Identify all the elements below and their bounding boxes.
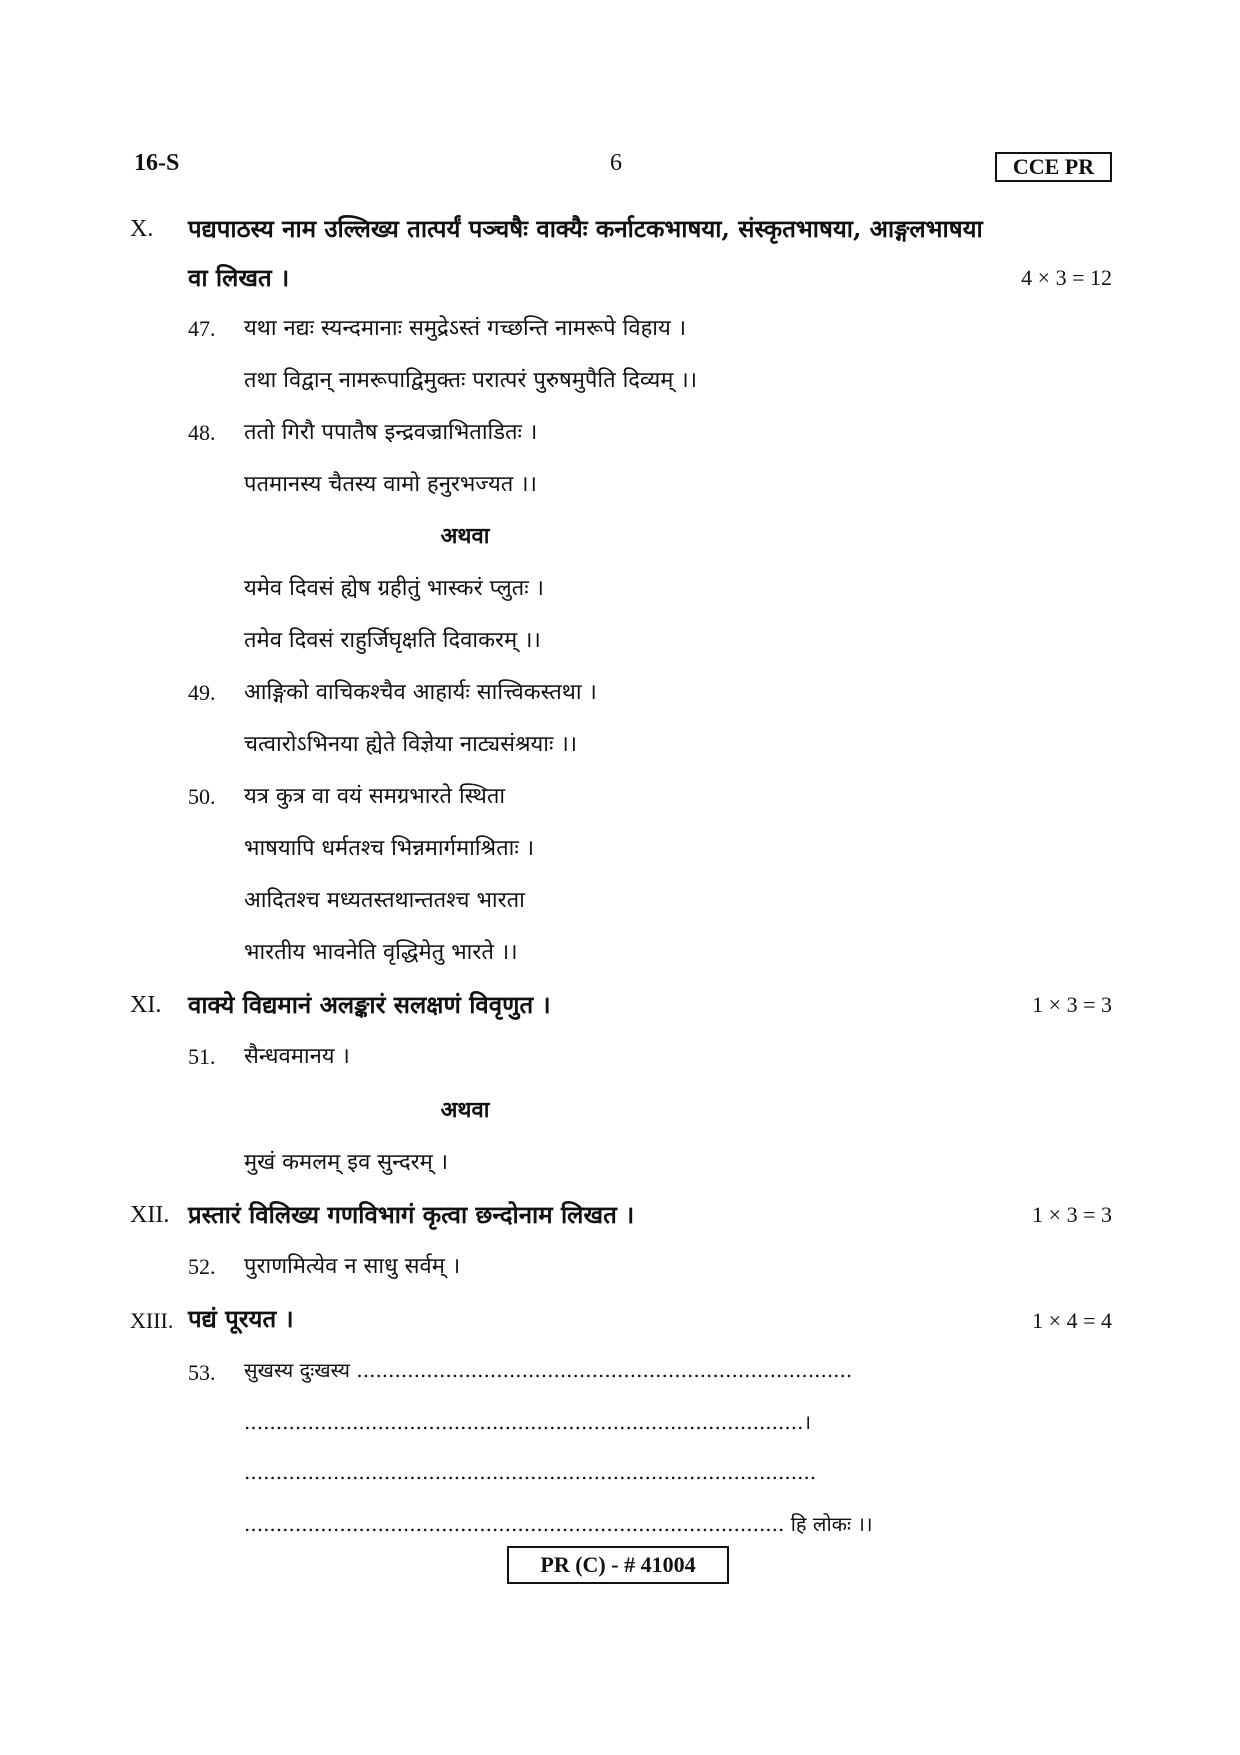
cce-pr-box: CCE PR	[995, 152, 1112, 182]
paper-code: 16-S	[134, 150, 180, 176]
question-49-line1: आङ्गिको वाचिकश्चैव आहार्यः सात्त्विकस्तथा ।	[244, 680, 597, 705]
question-51b-line1: मुखं कमलम् इव सुन्दरम् ।	[244, 1150, 449, 1175]
section-xiii-marks: 1 × 4 = 4	[1032, 1308, 1112, 1333]
section-x-marks: 4 × 3 = 12	[1021, 265, 1112, 290]
athava-heading-2: अथवा	[440, 1097, 490, 1123]
section-x-number: X.	[130, 216, 154, 242]
section-xii-marks: 1 × 3 = 3	[1032, 1202, 1112, 1227]
question-49-number: 49.	[188, 680, 216, 705]
question-52-line1: पुराणमित्येव न साधु सर्वम् ।	[244, 1254, 461, 1279]
section-xiii-title: पद्यं पूरयत ।	[188, 1304, 294, 1333]
page-number: 6	[610, 150, 622, 176]
question-48b-line2: तमेव दिवसं राहुर्जिघृक्षति दिवाकरम् ।।	[244, 628, 541, 653]
question-53-line4: ..................................................................................... हि लोकः ।।	[244, 1512, 873, 1536]
question-49-line2: चत्वारोऽभिनया ह्येते विज्ञेया नाट्यसंश्रयाः ।।	[244, 732, 578, 757]
question-47-number: 47.	[188, 316, 216, 341]
section-xii-number: XII.	[130, 1202, 170, 1228]
question-52-number: 52.	[188, 1254, 216, 1279]
section-xiii-number: XIII.	[130, 1308, 174, 1333]
question-48-line2: पतमानस्य चैतस्य वामो हनुरभज्यत ।।	[244, 472, 537, 497]
footer-code-box: PR (C) - # 41004	[507, 1546, 729, 1584]
section-xii-title: प्रस्तारं विलिख्य गणविभागं कृत्वा छन्दोनाम लिखत ।	[188, 1200, 635, 1229]
question-53-line3: ..........................................................................................	[244, 1460, 817, 1484]
section-x-title-line1: पद्यपाठस्य नाम उल्लिख्य तात्पर्यं पञ्चषैः वाक्यैः कर्नाटकभाषया, संस्कृतभाषया, आङ्गलभाषया	[188, 214, 983, 243]
question-50-line3: आदितश्च मध्यतस्तथान्ततश्च भारता	[244, 888, 525, 913]
section-x-title-line2: वा लिखत ।	[188, 263, 290, 292]
question-47-line1: यथा नद्यः स्यन्दमानाः समुद्रेऽस्तं गच्छन्ति नामरूपे विहाय ।	[244, 316, 687, 341]
question-48-number: 48.	[188, 420, 216, 445]
question-50-line2: भाषयापि धर्मतश्च भिन्नमार्गमाश्रिताः ।	[244, 836, 535, 861]
question-47-line2: तथा विद्वान् नामरूपाद्विमुक्तः परात्परं पुरुषमुपैति दिव्यम् ।।	[244, 368, 698, 393]
question-53-number: 53.	[188, 1360, 216, 1385]
section-xi-number: XI.	[130, 992, 162, 1018]
question-50-line4: भारतीय भावनेति वृद्धिमेतु भारते ।।	[244, 940, 518, 965]
athava-heading-1: अथवा	[440, 523, 490, 549]
question-48b-line1: यमेव दिवसं ह्येष ग्रहीतुं भास्करं प्लुतः ।	[244, 576, 544, 601]
question-51-line1: सैन्धवमानय ।	[244, 1044, 350, 1069]
section-xi-marks: 1 × 3 = 3	[1032, 992, 1112, 1017]
question-50-line1: यत्र कुत्र वा वयं समग्रभारते स्थिता	[244, 784, 506, 809]
question-51-number: 51.	[188, 1044, 216, 1069]
question-53-line1: सुखस्य दुःखस्य ..............................................................................	[244, 1358, 853, 1382]
question-50-number: 50.	[188, 784, 216, 809]
section-xi-title: वाक्ये विद्यमानं अलङ्कारं सलक्षणं विवृणुत ।	[188, 990, 551, 1019]
question-48-line1: ततो गिरौ पपातैष इन्द्रवज्राभिताडितः ।	[244, 420, 538, 445]
question-53-line2: ........................................................................................।	[244, 1410, 812, 1434]
